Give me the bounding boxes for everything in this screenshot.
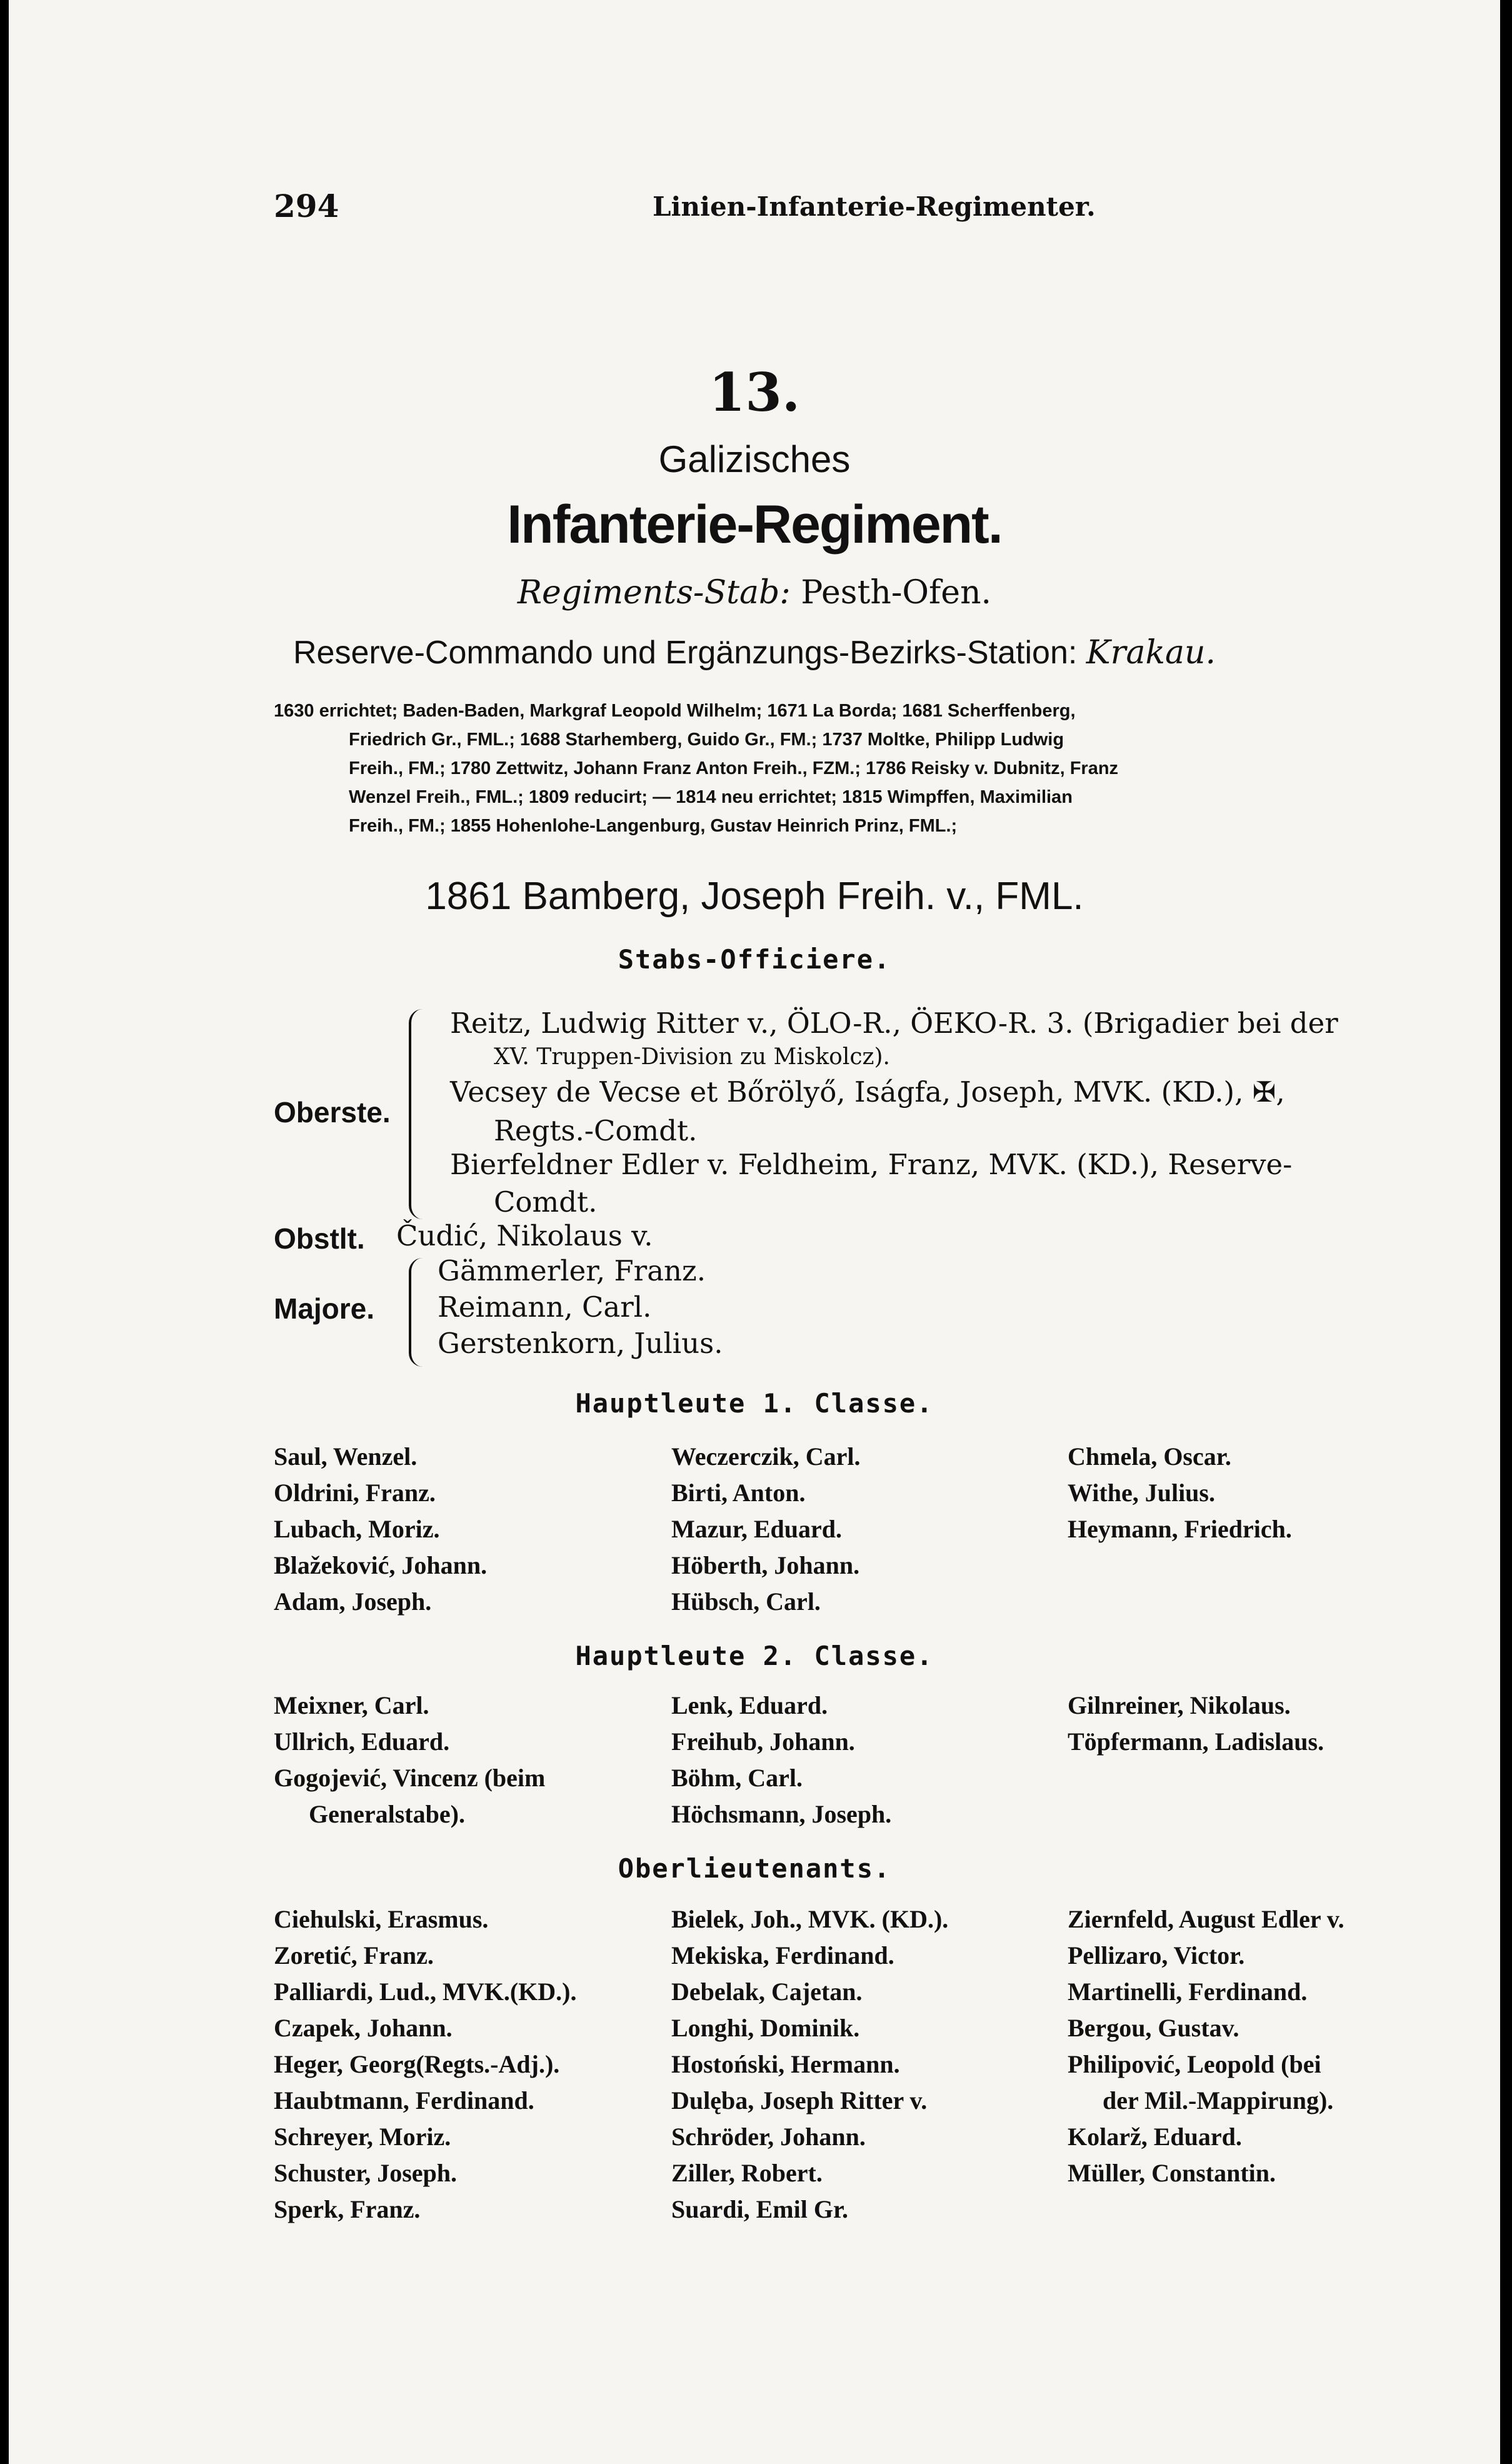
oberst-entry: XV. Truppen-Division zu Miskolcz). [494, 1044, 890, 1070]
list-item: Schuster, Joseph. [274, 2159, 458, 2187]
list-item: Sperk, Franz. [274, 2195, 421, 2223]
oberst-entry: Reitz, Ludwig Ritter v., ÖLO-R., ÖEKO-R. 3. (Brigadier bei der [450, 1007, 1338, 1040]
history-line: Wenzel Freih., FML.; 1809 reducirt; — 1814 neu errichtet; 1815 Wimpffen, Maximilian [349, 787, 1073, 807]
list-item: Hübsch, Carl. [671, 1587, 821, 1616]
list-item: Hostoński, Hermann. [671, 2050, 900, 2078]
list-item: Weczerczik, Carl. [671, 1442, 861, 1471]
list-item: Ciehulski, Erasmus. [274, 1905, 489, 1933]
reserve-station [9, 634, 1500, 671]
regiment-inhaber: 1861 Bamberg, Joseph Freih. v., FML. [425, 875, 1084, 918]
list-item: Longhi, Dominik. [671, 2014, 860, 2042]
obstlt-entry: Čudić, Nikolaus v. [396, 1219, 653, 1252]
oberst-entry: Bierfeldner Edler v. Feldheim, Franz, MVK. (KD.), Reserve- [450, 1148, 1293, 1181]
reserve-label: Reserve-Commando und Ergänzungs-Bezirks-Station: [293, 635, 1078, 671]
list-item: Birti, Anton. [671, 1479, 806, 1507]
list-item: Dulęba, Joseph Ritter v. [671, 2086, 928, 2115]
history-line: Friedrich Gr., FML.; 1688 Starhemberg, Guido Gr., FM.; 1737 Moltke, Philipp Ludwig [349, 730, 1064, 750]
list-item: Heger, Georg(Regts.-Adj.). [274, 2050, 560, 2078]
page [9, 0, 1500, 2464]
oberst-entry: Vecsey de Vecse et Bőrölyő, Iságfa, Joseph, MVK. (KD.), ✠, [450, 1075, 1285, 1109]
list-item: der Mil.-Mappirung). [1103, 2086, 1334, 2115]
list-item: Müller, Constantin. [1068, 2159, 1276, 2187]
major-entry: Reimann, Carl. [438, 1290, 652, 1324]
oberst-entry: Regts.-Comdt. [494, 1114, 698, 1147]
list-item: Martinelli, Ferdinand. [1068, 1978, 1308, 2006]
list-item: Töpfermann, Ladislaus. [1068, 1727, 1324, 1756]
oberste-label: Oberste. [274, 1096, 391, 1129]
history-line: Freih., FM.; 1780 Zettwitz, Johann Franz Anton Freih., FZM.; 1786 Reisky v. Dubnitz, Franz [349, 758, 1119, 778]
list-item: Mekiska, Ferdinand. [671, 1941, 894, 1969]
list-item: Philipović, Leopold (bei [1068, 2050, 1321, 2078]
oberste-brace [409, 1009, 425, 1219]
list-item: Gilnreiner, Nikolaus. [1068, 1691, 1291, 1719]
list-item: Generalstabe). [309, 1800, 465, 1828]
list-item: Ziernfeld, August Edler v. [1068, 1905, 1344, 1933]
staff-location: Pesth-Ofen. [801, 574, 992, 611]
hauptleute-2-heading: Hauptleute 2. Classe. [575, 1641, 934, 1671]
list-item: Suardi, Emil Gr. [671, 2195, 849, 2223]
list-item: Chmela, Oscar. [1068, 1442, 1231, 1471]
list-item: Bielek, Joh., MVK. (KD.). [671, 1905, 949, 1933]
list-item: Schröder, Johann. [671, 2123, 866, 2151]
list-item: Ullrich, Eduard. [274, 1727, 450, 1756]
list-item: Debelak, Cajetan. [671, 1978, 863, 2006]
list-item: Schreyer, Moriz. [274, 2123, 451, 2151]
staff-label: Regiments-Stab: [517, 574, 791, 611]
list-item: Höberth, Johann. [671, 1551, 860, 1579]
majore-brace [409, 1258, 425, 1367]
majore-label: Majore. [274, 1292, 375, 1325]
list-item: Ziller, Robert. [671, 2159, 823, 2187]
reserve-location: Krakau. [1086, 634, 1216, 671]
major-entry: Gämmerler, Franz. [438, 1254, 706, 1287]
list-item: Höchsmann, Joseph. [671, 1800, 892, 1828]
hauptleute-1-heading: Hauptleute 1. Classe. [575, 1388, 934, 1419]
stabs-officiere-heading: Stabs-Officiere. [618, 944, 891, 975]
list-item: Pellizaro, Victor. [1068, 1941, 1245, 1969]
oberst-entry: Comdt. [494, 1185, 598, 1219]
list-item: Mazur, Eduard. [671, 1515, 843, 1543]
list-item: Adam, Joseph. [274, 1587, 432, 1616]
regiment-number: 13. [708, 361, 801, 423]
regiment-title: Infanterie-Regiment. [507, 495, 1002, 555]
list-item: Blažeković, Johann. [274, 1551, 488, 1579]
list-item: Böhm, Carl. [671, 1764, 803, 1792]
list-item: Meixner, Carl. [274, 1691, 429, 1719]
list-item: Bergou, Gustav. [1068, 2014, 1239, 2042]
page-number: 294 [274, 188, 339, 224]
list-item: Haubtmann, Ferdinand. [274, 2086, 534, 2115]
list-item: Saul, Wenzel. [274, 1442, 418, 1471]
regiment-history [274, 696, 1435, 840]
list-item: Lenk, Eduard. [671, 1691, 828, 1719]
list-item: Heymann, Friedrich. [1068, 1515, 1292, 1543]
list-item: Gogojević, Vincenz (beim [274, 1764, 546, 1792]
major-entry: Gerstenkorn, Julius. [438, 1327, 723, 1360]
history-line: Freih., FM.; 1855 Hohenlohe-Langenburg, Gustav Heinrich Prinz, FML.; [349, 816, 958, 836]
history-line: 1630 errichtet; Baden-Baden, Markgraf Leopold Wilhelm; 1671 La Borda; 1681 Scherffenberg, [274, 701, 1076, 721]
list-item: Palliardi, Lud., MVK.(KD.). [274, 1978, 577, 2006]
list-item: Oldrini, Franz. [274, 1479, 436, 1507]
list-item: Kolarž, Eduard. [1068, 2123, 1242, 2151]
list-item: Lubach, Moriz. [274, 1515, 440, 1543]
regiment-origin: Galizisches [658, 438, 851, 480]
list-item: Czapek, Johann. [274, 2014, 453, 2042]
oberlieutenants-heading: Oberlieutenants. [618, 1853, 891, 1884]
regiment-staff [9, 574, 1500, 611]
list-item: Withe, Julius. [1068, 1479, 1215, 1507]
obstlt-label: Obstlt. [274, 1222, 365, 1255]
list-item: Freihub, Johann. [671, 1727, 855, 1756]
running-title: Linien-Infanterie-Regimenter. [653, 191, 1096, 222]
list-item: Zoretić, Franz. [274, 1941, 434, 1969]
